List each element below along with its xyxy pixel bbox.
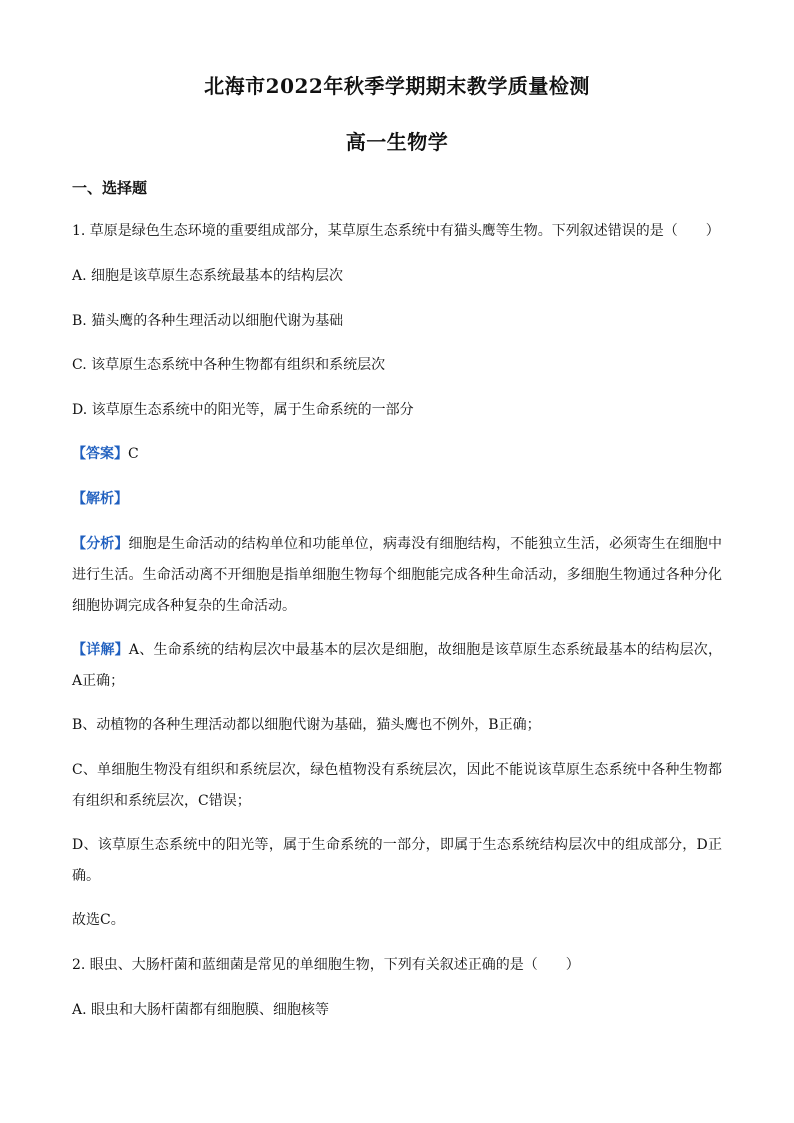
xiangjie-tag: 【详解】 <box>72 642 129 658</box>
fenxi-text: 细胞是生命活动的结构单位和功能单位，病毒没有细胞结构，不能独立生活，必须寄生在细胞中进行生活。生命活动离不开细胞是指单细胞生物每个细胞能完成各种生命活动，多细胞生物通过各种分化细胞协调完成各种复杂的生命活动。 <box>72 536 723 614</box>
detail-paragraph-a <box>72 635 722 697</box>
analysis-paragraph <box>72 529 722 622</box>
question-1-option-d: D. 该草原生态系统中的阳光等，属于生命系统的一部分 <box>72 402 414 418</box>
question-1-option-b: B. 猫头鹰的各种生理活动以细胞代谢为基础 <box>72 313 344 329</box>
fenxi-tag: 【分析】 <box>72 536 129 552</box>
section-heading: 一、选择题 <box>72 179 148 197</box>
detail-paragraph-c: C、单细胞生物没有组织和系统层次，绿色植物没有系统层次，因此不能说该草原生态系统中各种生物都有组织和系统层次，C错误； <box>72 762 722 809</box>
question-1-option-c: C. 该草原生态系统中各种生物都有组织和系统层次 <box>72 357 386 373</box>
question-2-stem: 2. 眼虫、大肠杆菌和蓝细菌是常见的单细胞生物，下列有关叙述正确的是（ ） <box>72 957 580 973</box>
answer-value: C <box>128 446 139 462</box>
exam-title: 北海市2022年秋季学期期末教学质量检测 <box>204 74 590 98</box>
detail-paragraph-d: D、该草原生态系统中的阳光等，属于生命系统的一部分，即属于生态系统结构层次中的组成部分，D正确。 <box>72 837 722 884</box>
analysis-heading <box>72 489 722 509</box>
analysis-tag: 【解析】 <box>72 491 128 507</box>
question-1-stem: 1. 草原是绿色生态环境的重要组成部分，某草原生态系统中有猫头鹰等生物。下列叙述错误的是（ ） <box>72 223 720 239</box>
detail-a-text: A、生命系统的结构层次中最基本的层次是细胞，故细胞是该草原生态系统最基本的结构层次，A正确； <box>72 642 723 689</box>
question-1-option-a: A. 细胞是该草原生态系统最基本的结构层次 <box>72 268 344 284</box>
answer-tag: 【答案】 <box>72 446 128 462</box>
answer-line <box>72 444 722 464</box>
exam-subject: 高一生物学 <box>345 130 449 154</box>
conclusion-line: 故选C。 <box>72 912 125 928</box>
question-2-option-a: A. 眼虫和大肠杆菌都有细胞膜、细胞核等 <box>72 1002 330 1018</box>
detail-paragraph-b: B、动植物的各种生理活动都以细胞代谢为基础，猫头鹰也不例外，B正确； <box>72 717 541 733</box>
